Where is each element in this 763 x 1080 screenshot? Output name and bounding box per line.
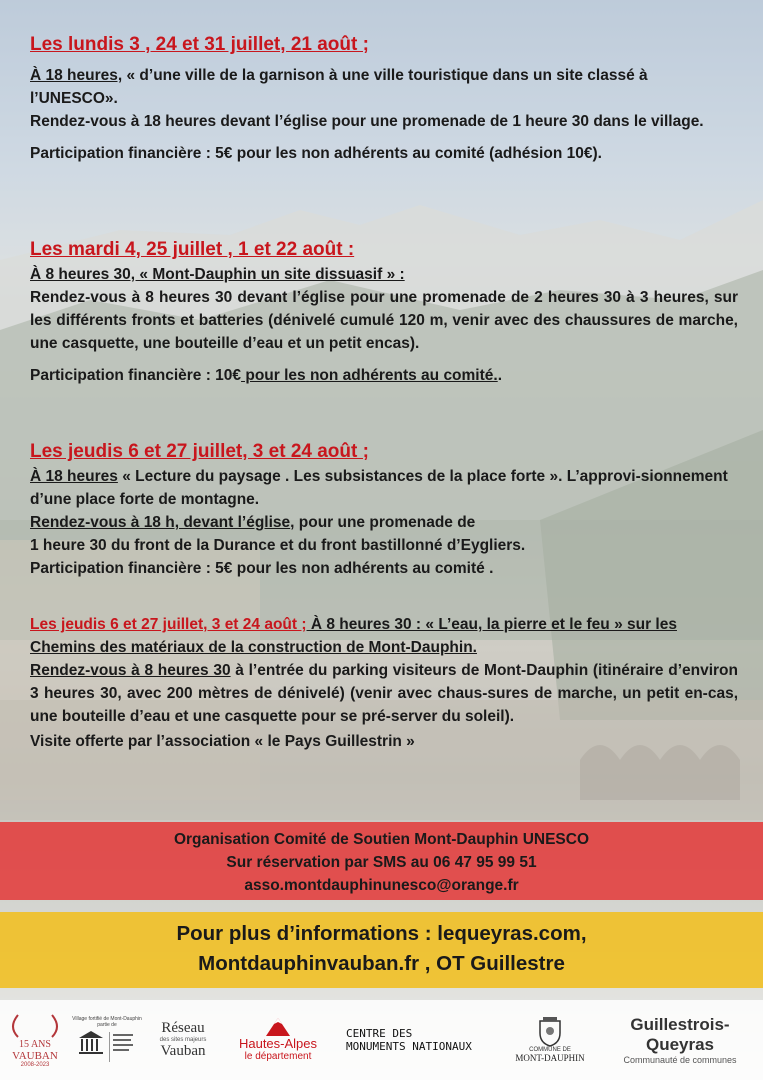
info-line-1[interactable]: Pour plus d’informations : lequeyras.com, (176, 922, 587, 945)
unesco-temple-icon (77, 1028, 137, 1064)
section-header (30, 613, 738, 659)
section-jeudis-soir: Les jeudis 6 et 27 juillet, 3 et 24 août ; À 18 heures « Lecture du paysage . Les subsistances de la place forte ». L’approvi-sionnement d’une place forte de montagne. Rendez-vous à 18 h, devant l’église, pour une promenade de 1 heure 30 du front de la Durance et du front bastillonné d’Eygliers. Participation financière : 5€ pour les non adhérents au comité . (30, 441, 738, 613)
section-description: À 18 heures « Lecture du paysage . Les subsistances de la place forte ». L’approvi-sionnement d’une place forte de montagne. (30, 468, 728, 508)
section-rendezvous: Rendez-vous à 8 heures 30 devant l’église pour une promenade de 2 heures 30 à 3 heures, sur les différents fronts et batteries (dénivelé cumulé 120 m, venir avec des chaussures de marche, une casquette, une bouteille d’eau et un petit encas). (30, 289, 738, 352)
section-time: À 18 heures (30, 468, 118, 485)
coat-of-arms-icon (538, 1017, 562, 1047)
partner-logos (0, 1000, 763, 1080)
reseau-vauban-logo: Réseau des sites majeurs Vauban (159, 1020, 207, 1059)
section-title: Les jeudis 6 et 27 juillet, 3 et 24 août ; (30, 616, 307, 633)
reservation-phone: Sur réservation par SMS au 06 47 95 99 51 (226, 854, 537, 871)
section-time: À 18 heures, (30, 67, 123, 84)
wreath-icon (4, 1013, 66, 1039)
section-price: Participation financière : 10€ pour les non adhérents au comité.. (30, 367, 503, 384)
section-note: Visite offerte par l’association « le Pays Guillestrin » (30, 733, 415, 750)
section-rendezvous: Rendez-vous à 18 heures devant l’église pour une promenade de 1 heure 30 dans le village. (30, 113, 704, 130)
mountain-icon (266, 1018, 290, 1036)
commune-mont-dauphin-logo: COMMUNE DE MONT-DAUPHIN (506, 1008, 594, 1072)
guillestrois-queyras-logo: Guillestrois-Queyras Communauté de communes (623, 1015, 737, 1065)
program-content (30, 34, 738, 753)
section-jeudis-matin (30, 613, 738, 753)
contact-email[interactable]: asso.montdauphinunesco@orange.fr (244, 877, 519, 894)
centre-monuments-nationaux-logo: CENTRE DES MONUMENTS NATIONAUX (346, 1027, 472, 1053)
info-banner (0, 912, 763, 988)
section-title: Les jeudis 6 et 27 juillet, 3 et 24 août ; (30, 441, 369, 462)
organisation-name: Organisation Comité de Soutien Mont-Dauphin UNESCO (173, 831, 590, 848)
section-rendezvous: Rendez-vous à 8 heures 30 à l’entrée du parking visiteurs de Mont-Dauphin (itinéraire d’environ 3 heures 30, avec 200 mètres de dénivelé) (venir avec chaus-sures de marche, un petit en-cas, une bouteille d’eau et une casquette pour se pré-server du soleil). (30, 662, 738, 725)
unesco-logo: Village fortifié de Mont-Dauphin partie de (68, 1008, 146, 1072)
section-title: Les lundis 3 , 24 et 31 juillet, 21 août ; (30, 34, 369, 55)
section-lundis (30, 34, 738, 239)
info-line-2[interactable]: Montdauphinvauban.fr , OT Guillestre (198, 952, 565, 975)
section-price: Participation financière : 5€ pour les non adhérents au comité (adhésion 10€). (30, 145, 602, 162)
section-time: À 8 heures 30, « Mont-Dauphin un site dissuasif » : (30, 266, 405, 283)
section-price: Participation financière : 5€ pour les non adhérents au comité . (30, 560, 494, 577)
section-title: Les mardi 4, 25 juillet , 1 et 22 août : (30, 239, 355, 260)
section-description: À 18 heures, « d’une ville de la garnison à une ville touristique dans un site classé à l’UNESCO». (30, 67, 648, 107)
section-time: À 8 heures 30 : « L’eau, la pierre et le feu » sur les Chemins des matériaux de la construction de Mont-Dauphin. (30, 616, 677, 656)
organisation-banner (0, 822, 763, 900)
section-rendezvous: Rendez-vous à 18 h, devant l’église, pour une promenade de (30, 514, 476, 531)
vauban-15-ans-logo: 15 ANS VAUBAN 2008-2023 (4, 1008, 66, 1072)
section-mardis (30, 239, 738, 441)
hautes-alpes-logo: Hautes-Alpes le département (226, 1008, 330, 1072)
